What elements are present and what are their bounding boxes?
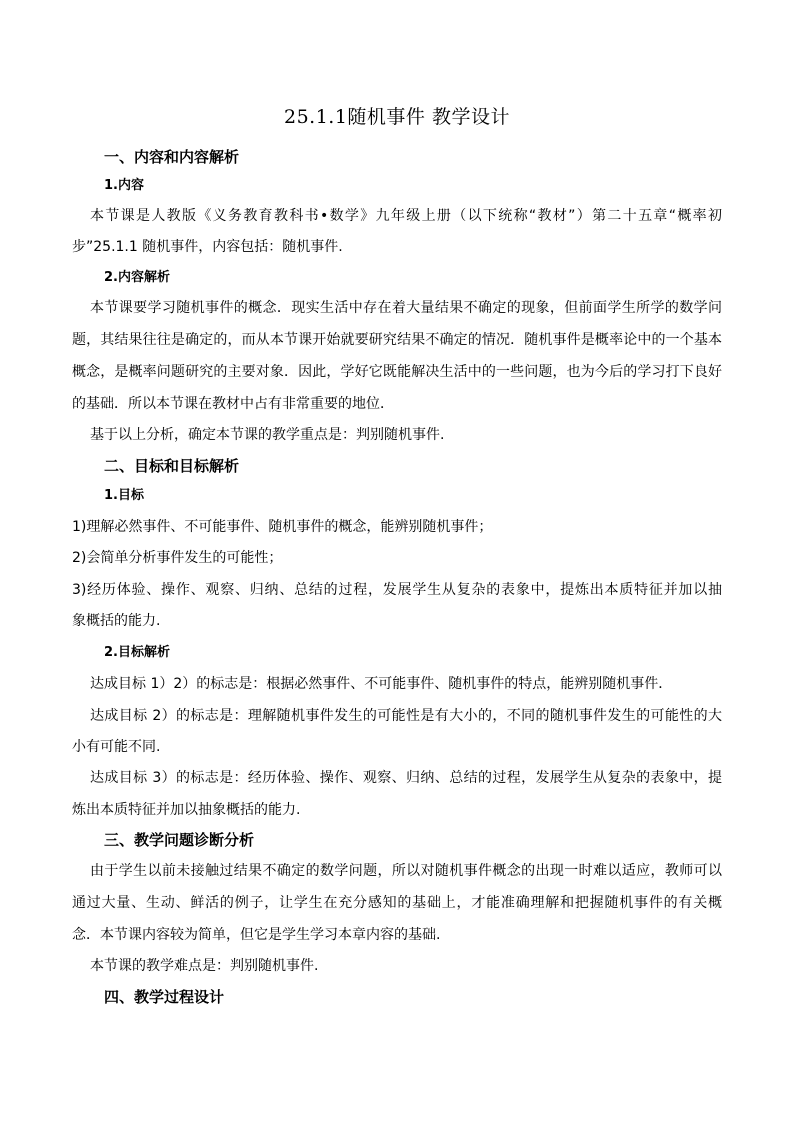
paragraph-line: 达成目标 2）的标志是：理解随机事件发生的可能性是有大小的，不同的随机事件发生的可能性的大 [90,708,722,724]
paragraph-line: 通过大量、生动、鲜活的例子，让学生在充分感知的基础上，才能准确理解和把握随机事件的有关概 [72,895,722,911]
paragraph-line: 概念，是概率问题研究的主要对象．因此，学好它既能解决生活中的一些问题，也为今后的学习打下良好 [72,364,722,380]
subheading-content-analysis: 2.内容解析 [104,270,170,285]
paragraph-line: 3)经历体验、操作、观察、归纳、总结的过程，发展学生从复杂的表象中，提炼出本质特征并加以抽 [72,582,722,598]
section-heading-goals: 二、目标和目标解析 [104,457,240,475]
paragraph-line: 1)理解必然事件、不可能事件、随机事件的概念，能辨别随机事件； [72,519,493,535]
paragraph-line: 炼出本质特征并加以抽象概括的能力. [72,802,301,818]
section-heading-problem-diagnosis: 三、教学问题诊断分析 [104,831,255,849]
paragraph-line: 本节课是人教版《义务教育教科书•数学》九年级上册（以下统称“教材”）第二十五章“概率初 [90,208,722,224]
paragraph-line: 2)会简单分析事件发生的可能性； [72,550,283,566]
paragraph-line: 小有可能不同. [72,739,161,755]
section-heading-teaching-process: 四、教学过程设计 [104,988,225,1006]
subheading-goals: 1.目标 [104,488,144,503]
paragraph-line: 达成目标 3）的标志是：经历体验、操作、观察、归纳、总结的过程，发展学生从复杂的表象中，提 [90,770,722,786]
paragraph-line: 的基础．所以本节课在教材中占有非常重要的地位． [72,396,394,412]
paragraph-line: 本节课要学习随机事件的概念．现实生活中存在着大量结果不确定的现象，但前面学生所学的数学问 [90,300,722,316]
paragraph-line: 题，其结果往往是确定的，而从本节课开始就要研究结果不确定的情况．随机事件是概率论中的一个基本 [72,332,722,348]
paragraph-line: 由于学生以前未接触过结果不确定的数学问题，所以对随机事件概念的出现一时难以适应，教师可以 [90,863,722,879]
document-title: 25.1.1随机事件 教学设计 [284,106,510,128]
section-heading-content-analysis: 一、内容和内容解析 [104,148,240,166]
paragraph-line: 念．本节课内容较为简单，但它是学生学习本章内容的基础. [72,927,441,943]
paragraph-line: 象概括的能力. [72,613,161,629]
subheading-content: 1.内容 [104,178,144,193]
paragraph-line: 达成目标 1）2）的标志是：根据必然事件、不可能事件、随机事件的特点，能辨别随机事件． [90,676,673,692]
paragraph-line: 本节课的教学难点是：判别随机事件. [90,958,319,974]
subheading-goal-analysis: 2.目标解析 [104,645,170,660]
paragraph-line: 步”25.1.1 随机事件，内容包括：随机事件. [72,239,343,255]
paragraph-line: 基于以上分析，确定本节课的教学重点是：判别随机事件. [90,427,445,443]
